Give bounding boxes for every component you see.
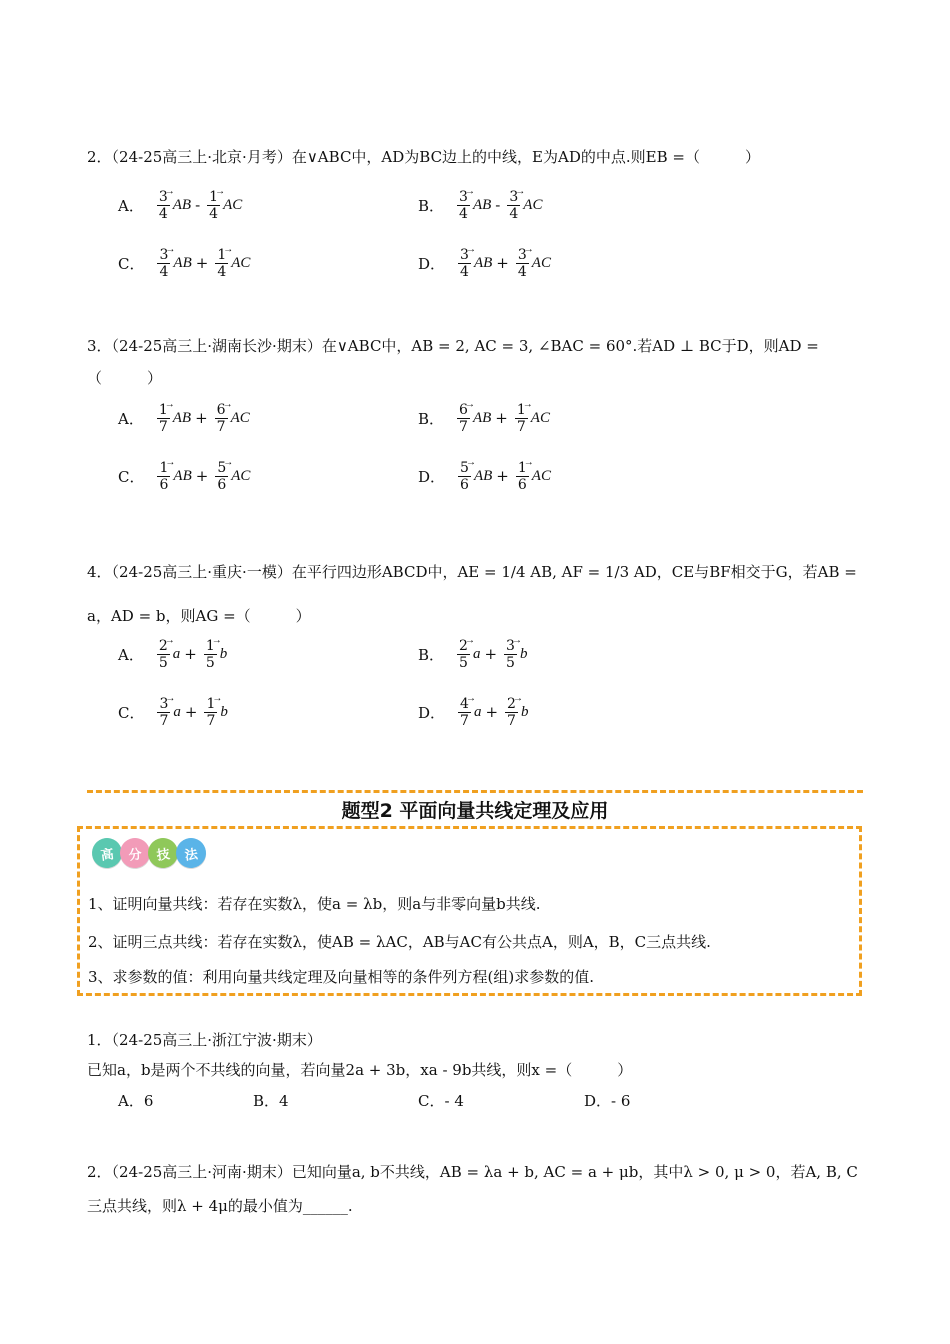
numerator: 1	[205, 637, 215, 654]
denominator: 6	[159, 476, 169, 493]
question-number: 2．	[87, 148, 112, 166]
badge-char: 技	[146, 836, 180, 870]
high-score-tips-badge	[92, 838, 204, 868]
question-source: （24-25高三上·湖南长沙·期末）	[111, 337, 322, 355]
option-label: A．	[118, 645, 144, 664]
operator: -	[495, 196, 501, 214]
question-text: 在平行四边形ABCD中，AE = 1/4 AB, AF = 1/3 AD，CE与BF相交于G，若AB = a，AD = b，则AG =（ ）	[87, 563, 857, 625]
vector-term: → a	[173, 646, 181, 663]
denominator: 7	[516, 418, 526, 435]
option-label: C．	[118, 467, 145, 486]
numerator: 1	[159, 459, 169, 476]
option-d[interactable]: D．- 6	[584, 1092, 631, 1110]
option-label: C．	[118, 254, 145, 273]
question-text: 在∨ABC中，AB = 2, AC = 3, ∠BAC = 60°.若AD ⊥ BC于D，则AD =（ ）	[87, 337, 819, 387]
option-b[interactable]	[418, 396, 550, 440]
option-b[interactable]: B．4	[253, 1092, 289, 1110]
denominator: 7	[460, 712, 469, 729]
operator: +	[195, 467, 209, 485]
option-a[interactable]	[118, 632, 227, 676]
vector-term: → b	[521, 704, 529, 721]
numerator: 5	[460, 459, 469, 476]
question-source: （24-25高三上·北京·月考）	[111, 148, 292, 166]
question-b2-stem	[87, 1155, 863, 1223]
option-label: A．	[118, 196, 144, 215]
question-text: 已知向量a, b不共线，AB = λa + b, AC = a + μb，其中λ > 0, μ > 0，若A, B, C三点共线，则λ + 4μ的最小值为______.	[87, 1163, 858, 1215]
option-c[interactable]	[118, 241, 250, 285]
option-label: B．	[418, 645, 445, 664]
denominator: 4	[517, 263, 527, 280]
numerator: 2	[507, 695, 516, 712]
option-b[interactable]	[418, 632, 527, 676]
question-number: 4．	[87, 563, 112, 581]
tip-3: 3、求参数的值：利用向量共线定理及向量相等的条件列方程(组)求参数的值.	[88, 968, 595, 986]
operator: +	[484, 645, 498, 663]
numerator: 3	[509, 188, 519, 205]
denominator: 5	[158, 654, 168, 671]
numerator: 5	[217, 459, 227, 476]
vector-term: → AC	[231, 468, 250, 485]
numerator: 6	[216, 401, 226, 418]
numerator: 2	[459, 637, 468, 654]
numerator: 3	[159, 246, 169, 263]
vector-term: → AC	[532, 255, 551, 272]
question-source: （24-25高三上·河南·期末）	[111, 1163, 292, 1181]
denominator: 6	[517, 476, 527, 493]
question-source: （24-25高三上·重庆·一模）	[111, 563, 292, 581]
option-d[interactable]	[418, 241, 551, 285]
numerator: 4	[460, 695, 469, 712]
numerator: 3	[159, 695, 169, 712]
vector-term: → AB	[173, 468, 191, 485]
vector-term: → a	[473, 646, 481, 663]
denominator: 7	[206, 712, 216, 729]
question-number: 3．	[87, 337, 112, 355]
denominator: 5	[205, 654, 215, 671]
option-c[interactable]	[118, 690, 228, 734]
numerator: 1	[516, 401, 526, 418]
question-text: 在∨ABC中，AD为BC边上的中线，E为AD的中点.则EB =（ ）	[291, 148, 760, 166]
vector-term: → AB	[173, 197, 191, 214]
question-2-stem	[87, 146, 863, 168]
option-c[interactable]	[118, 454, 250, 498]
vector-term: → AB	[473, 410, 491, 427]
option-label: D．	[418, 254, 446, 273]
denominator: 4	[460, 263, 469, 280]
numerator: 1	[209, 188, 219, 205]
question-3-stem	[87, 330, 863, 394]
vector-term: → AB	[474, 255, 492, 272]
numerator: 6	[459, 401, 468, 418]
section-divider	[87, 790, 863, 793]
denominator: 7	[459, 418, 468, 435]
vector-term: → AC	[231, 410, 250, 427]
badge-char: 高	[90, 836, 124, 870]
option-c[interactable]: C．- 4	[418, 1092, 464, 1110]
operator: +	[496, 254, 509, 272]
numerator: 1	[217, 246, 227, 263]
operator: +	[195, 254, 209, 272]
vector-term: → AC	[223, 197, 242, 214]
operator: +	[485, 703, 499, 721]
question-4-stem	[87, 550, 863, 638]
vector-term: → AC	[523, 197, 542, 214]
option-label: D．	[418, 703, 446, 722]
operator: +	[495, 409, 508, 427]
tip-2: 2、证明三点共线：若存在实数λ，使AB = λAC，AB与AC有公共点A，则A，B，C三点共线.	[88, 933, 711, 951]
vector-term: → b	[520, 646, 528, 663]
numerator: 3	[517, 246, 527, 263]
numerator: 1	[206, 695, 216, 712]
denominator: 7	[216, 418, 226, 435]
denominator: 7	[158, 418, 168, 435]
option-label: D．	[418, 467, 446, 486]
option-label: B．	[418, 196, 445, 215]
operator: -	[195, 196, 201, 214]
operator: +	[184, 703, 198, 721]
option-b[interactable]	[418, 183, 542, 227]
option-label: B．	[418, 409, 445, 428]
operator: +	[496, 467, 509, 485]
numerator: 3	[459, 188, 468, 205]
denominator: 7	[507, 712, 516, 729]
option-label: C．	[118, 703, 145, 722]
option-d[interactable]	[418, 454, 551, 498]
vector-term: → AC	[531, 410, 550, 427]
vector-term: → AC	[231, 255, 250, 272]
numerator: 2	[158, 637, 168, 654]
denominator: 4	[159, 263, 169, 280]
operator: +	[195, 409, 208, 427]
numerator: 3	[158, 188, 168, 205]
question-number: 2．	[87, 1163, 112, 1181]
vector-term: → AB	[474, 468, 492, 485]
numerator: 3	[460, 246, 469, 263]
vector-term: → AC	[532, 468, 551, 485]
denominator: 5	[506, 654, 515, 671]
denominator: 5	[459, 654, 468, 671]
denominator: 4	[158, 205, 168, 222]
numerator: 3	[506, 637, 515, 654]
option-a[interactable]	[118, 396, 250, 440]
denominator: 6	[217, 476, 227, 493]
vector-term: → a	[173, 704, 181, 721]
section-title: 题型2 平面向量共线定理及应用	[341, 800, 609, 822]
vector-term: → AB	[473, 197, 491, 214]
vector-term: → b	[220, 646, 228, 663]
option-d[interactable]	[418, 690, 528, 734]
numerator: 1	[517, 459, 527, 476]
badge-char: 分	[118, 836, 152, 870]
question-b1-stem	[87, 1025, 863, 1085]
badge-char: 法	[174, 836, 208, 870]
denominator: 4	[509, 205, 519, 222]
operator: +	[184, 645, 197, 663]
option-a[interactable]	[118, 183, 242, 227]
denominator: 7	[159, 712, 169, 729]
option-label: A．	[118, 409, 144, 428]
denominator: 4	[459, 205, 468, 222]
vector-term: → b	[220, 704, 228, 721]
numerator: 1	[158, 401, 168, 418]
question-text: 已知a，b是两个不共线的向量，若向量2a + 3b，xa - 9b共线，则x =（ ）	[87, 1061, 633, 1079]
denominator: 6	[460, 476, 469, 493]
question-number: 1．	[87, 1031, 112, 1049]
denominator: 4	[217, 263, 227, 280]
denominator: 4	[209, 205, 219, 222]
option-a[interactable]: A．6	[118, 1092, 154, 1110]
vector-term: → AB	[173, 410, 191, 427]
vector-term: → AB	[173, 255, 191, 272]
tip-1: 1、证明向量共线：若存在实数λ，使a = λb，则a与非零向量b共线.	[88, 895, 541, 913]
vector-term: → a	[474, 704, 482, 721]
question-source: （24-25高三上·浙江宁波·期末）	[111, 1031, 322, 1049]
